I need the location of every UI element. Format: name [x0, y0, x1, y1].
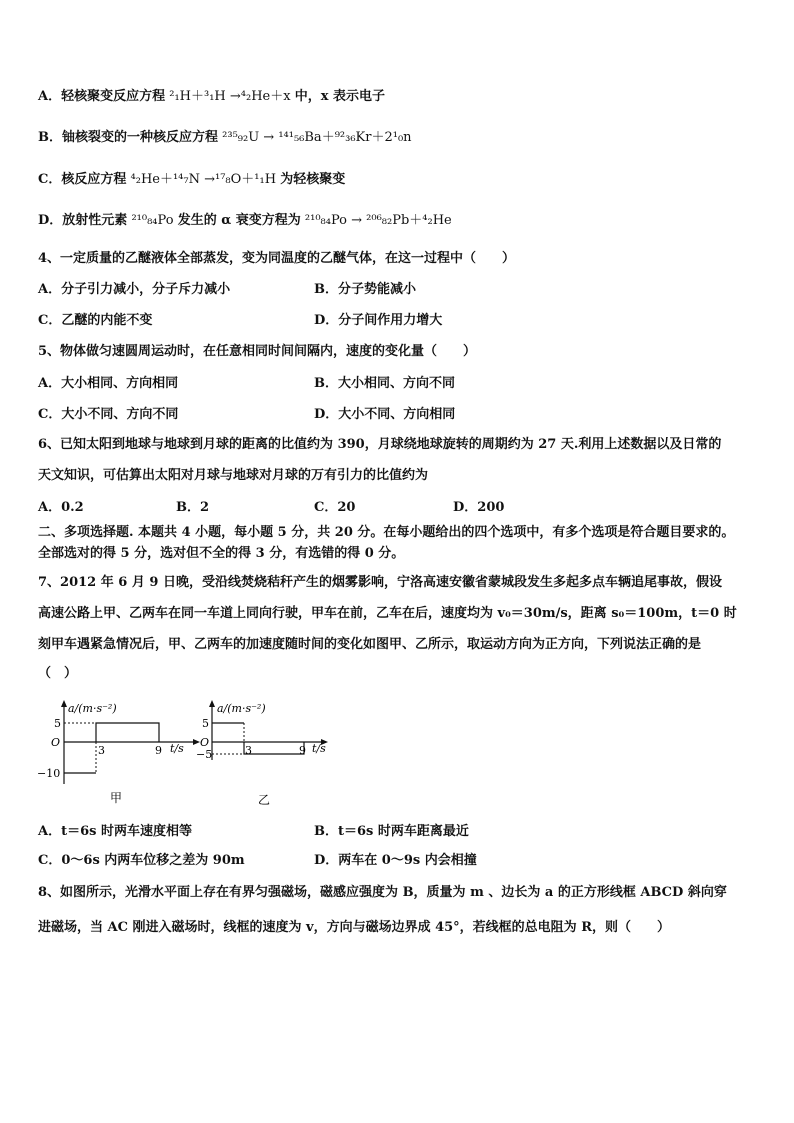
q3-option-a: A．轻核聚变反应方程 ²₁H＋³₁H →⁴₂He＋x 中，x 表示电子 [38, 89, 386, 104]
section-2-heading: 二、多项选择题. 本题共 4 小题，每小题 5 分，共 20 分。在每小题给出的四个选项中，有多个选项是符合题目要求的。 [38, 525, 735, 540]
q3-option-d: D．放射性元素 ²¹⁰₈₄Po 发生的 α 衰变方程为 ²¹⁰₈₄Po → ²⁰⁶₈₂Pb＋⁴₂He [38, 213, 452, 228]
q3-d-equation-2: ²¹⁰₈₄Po → ²⁰⁶₈₂Pb＋⁴₂He [304, 213, 452, 228]
q4-option-a: A．分子引力减小，分子斥力减小 [38, 282, 231, 297]
jia-origin: O [51, 736, 61, 749]
section-2-instructions: 全部选对的得 5 分，选对但不全的得 3 分，有选错的得 0 分。 [38, 546, 405, 561]
jia-ytick-5: 5 [54, 717, 61, 730]
q3-a-equation: ²₁H＋³₁H →⁴₂He＋x [169, 89, 291, 104]
yi-ylabel: a/(m·s⁻²) [217, 702, 266, 715]
q7-option-b: B．t＝6s 时两车距离最近 [314, 824, 469, 839]
q4-stem: 4、一定质量的乙醚液体全部蒸发，变为同温度的乙醚气体，在这一过程中（ ） [38, 251, 516, 266]
jia-ylabel: a/(m·s⁻²) [68, 702, 117, 715]
q5-option-d: D．大小不同、方向相同 [314, 407, 456, 422]
q4-option-b: B．分子势能减小 [314, 282, 416, 297]
q7-option-d: D．两车在 0～9s 内会相撞 [314, 853, 477, 868]
q6-option-b: B．2 [176, 500, 210, 515]
q6-option-d: D．200 [453, 500, 505, 515]
q7-stem-line-1: 7、2012 年 6 月 9 日晚，受沿线焚烧秸秆产生的烟雾影响，宁洛高速安徽省蒙城段发生多起多点车辆追尾事故，假设 [38, 575, 722, 590]
q6-stem-line-2: 天文知识，可估算出太阳对月球与地球对月球的万有引力的比值约为 [38, 468, 429, 483]
q7-stem-line-3: 刻甲车遇紧急情况后，甲、乙两车的加速度随时间的变化如图甲、乙所示，取运动方向为正方向，下列说法正确的是 [38, 637, 702, 652]
q6-stem-line-1: 6、已知太阳到地球与地球到月球的距离的比值约为 390，月球绕地球旋转的周期约为 27 天.利用上述数据以及日常的 [38, 437, 722, 452]
q8-stem-line-2: 进磁场，当 AC 刚进入磁场时，线框的速度为 v，方向与磁场边界成 45°，若线框的总电阻为 R，则（ ） [38, 920, 671, 935]
yi-xtick-9: 9 [299, 744, 306, 757]
q6-option-a: A．0.2 [38, 500, 84, 515]
q5-option-b: B．大小相同、方向不同 [314, 376, 455, 391]
q3-option-c: C．核反应方程 ⁴₂He＋¹⁴₇N →¹⁷₈O＋¹₁H 为轻核聚变 [38, 172, 346, 187]
yi-origin: O [200, 736, 210, 749]
yi-ytick-neg5: −5 [196, 748, 213, 761]
q5-option-a: A．大小相同、方向相同 [38, 376, 179, 391]
q7-figure-jia [34, 698, 204, 810]
jia-caption: 甲 [110, 791, 123, 805]
yi-xtick-3: 3 [245, 744, 252, 757]
q3-c-equation: ⁴₂He＋¹⁴₇N →¹⁷₈O＋¹₁H [130, 172, 277, 187]
q4-option-d: D．分子间作用力增大 [314, 313, 443, 328]
q8-stem-line-1: 8、如图所示，光滑水平面上存在有界匀强磁场，磁感应强度为 B，质量为 m 、边长为 a 的正方形线框 ABCD 斜向穿 [38, 885, 727, 900]
jia-ytick-neg10: −10 [37, 767, 61, 780]
q7-stem-line-4: （ ） [38, 666, 78, 681]
q7-stem-line-2: 高速公路上甲、乙两车在同一车道上同向行驶，甲车在前，乙车在后，速度均为 v₀＝30m/s，距离 s₀＝100m，t＝0 时 [38, 606, 737, 621]
q7-option-c: C．0～6s 内两车位移之差为 90m [38, 853, 245, 868]
yi-xlabel: t/s [312, 742, 326, 755]
jia-xtick-3: 3 [98, 744, 105, 757]
q3-d-equation-1: ²¹⁰₈₄Po [131, 213, 174, 228]
yi-ytick-5: 5 [202, 717, 209, 730]
q3-option-b: B．铀核裂变的一种核反应方程 ²³⁵₉₂U → ¹⁴¹₅₆Ba＋⁹²₃₆Kr＋2¹₀n [38, 130, 412, 145]
q7-figure-yi [192, 698, 342, 810]
q7-option-a: A．t＝6s 时两车速度相等 [38, 824, 192, 839]
q4-option-c: C．乙醚的内能不变 [38, 313, 153, 328]
q5-option-c: C．大小不同、方向不同 [38, 407, 179, 422]
jia-xlabel: t/s [170, 742, 184, 755]
q6-option-c: C．20 [314, 500, 356, 515]
jia-xtick-9: 9 [155, 744, 162, 757]
yi-caption: 乙 [258, 793, 271, 807]
q3-b-equation: ²³⁵₉₂U → ¹⁴¹₅₆Ba＋⁹²₃₆Kr＋2¹₀n [222, 130, 412, 145]
q5-stem: 5、物体做匀速圆周运动时，在任意相同时间间隔内，速度的变化量（ ） [38, 344, 477, 359]
